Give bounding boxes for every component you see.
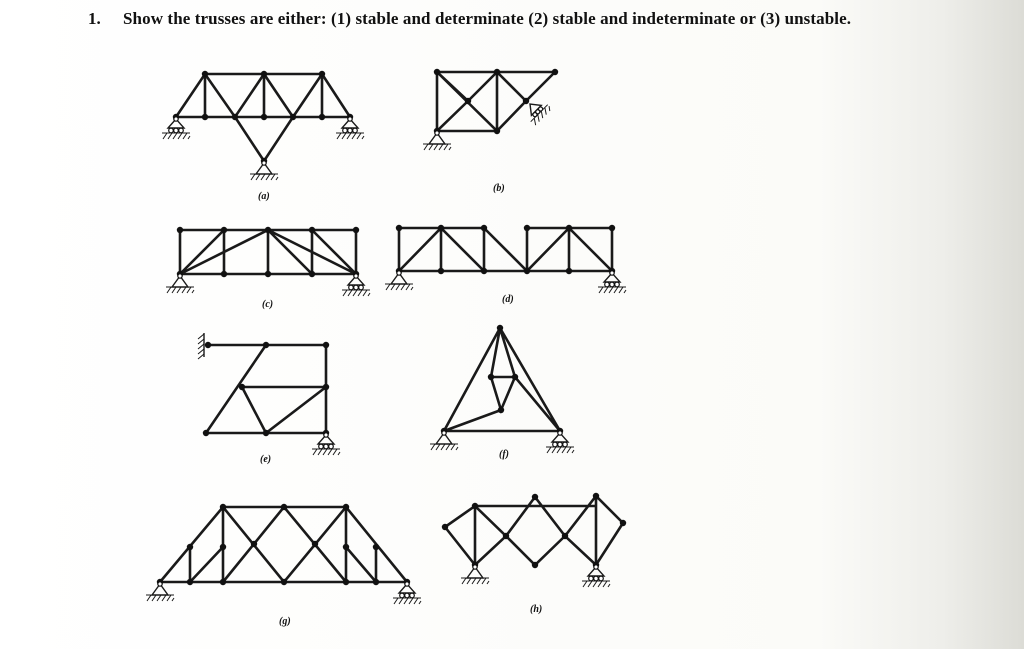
truss-d — [385, 225, 626, 305]
roller-support — [162, 117, 190, 139]
label-a: (a) — [258, 191, 270, 202]
pin-support — [423, 131, 451, 150]
roller-support — [393, 582, 421, 604]
pin-support — [146, 582, 174, 601]
label-c: (c) — [262, 299, 274, 310]
pin-support — [461, 565, 489, 584]
pin-support — [250, 161, 278, 180]
label-e: (e) — [260, 454, 272, 465]
roller-support — [312, 433, 340, 455]
question-text: Show the trusses are either: (1) stable and determinate (2) stable and indeterminate or (3) unstable. — [123, 9, 852, 28]
fixed-wall-support — [198, 333, 204, 359]
truss-f — [430, 325, 574, 460]
pin-support — [430, 431, 458, 450]
truss-b — [423, 69, 558, 194]
roller-support — [546, 431, 574, 453]
truss-h — [442, 493, 626, 615]
truss-g — [146, 504, 421, 627]
truss-c — [166, 227, 370, 310]
label-b: (b) — [493, 183, 505, 194]
roller-support — [582, 565, 610, 587]
question-number: 1. — [88, 9, 101, 28]
label-d: (d) — [502, 294, 514, 305]
roller-support — [336, 117, 364, 139]
truss-e — [198, 333, 340, 465]
pin-support — [385, 271, 413, 290]
label-f: (f) — [499, 449, 509, 460]
roller-support — [598, 271, 626, 293]
label-g: (g) — [279, 616, 291, 627]
roller-support — [342, 274, 370, 296]
pin-support — [166, 274, 194, 293]
truss-a — [162, 71, 364, 202]
label-h: (h) — [530, 604, 543, 615]
